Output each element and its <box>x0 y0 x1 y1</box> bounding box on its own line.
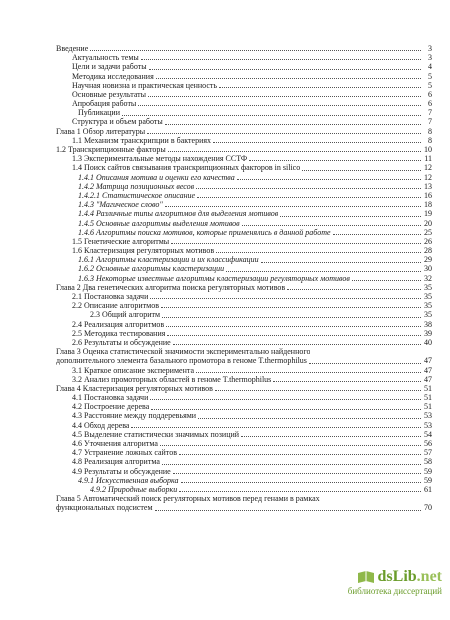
toc-entry <box>56 99 432 108</box>
dot-leader <box>226 270 421 272</box>
toc-entry-title: Глава 3 Оценка статистической значимости экспериментально найденного <box>56 347 311 357</box>
dot-leader <box>151 408 421 410</box>
toc-entry <box>56 228 432 237</box>
toc-entry <box>56 310 432 319</box>
toc-entry-page: 32 <box>424 273 432 283</box>
toc-entry-title: 1.4.4 Различные типы алгоритмов для выделения мотивов <box>78 209 279 219</box>
toc-entry-page: 6 <box>428 99 432 109</box>
dot-leader <box>241 435 421 437</box>
toc-entry <box>56 485 432 494</box>
toc-entry-title: 2.1 Постановка задачи <box>72 292 149 302</box>
toc-entry <box>56 292 432 301</box>
dot-leader <box>237 178 421 180</box>
dot-leader <box>273 380 421 382</box>
toc-entry-title: Глава 5 Автоматический поиск регуляторных мотивов перед генами в рамках <box>56 494 320 504</box>
watermark <box>302 568 442 598</box>
toc-entry-title: 1.2 Транскрипционные факторы <box>56 145 166 155</box>
toc-entry-title: Глава 2 Два генетических алгоритма поиска регуляторных мотивов <box>56 282 286 292</box>
toc-entry-title: 4.8 Реализация алгоритма <box>72 457 160 467</box>
toc-entry <box>56 503 432 512</box>
toc-entry-page: 38 <box>424 319 432 329</box>
toc-entry <box>56 237 432 246</box>
dot-leader <box>165 123 421 125</box>
dot-leader <box>122 114 421 116</box>
toc-entry <box>56 283 432 292</box>
toc-entry <box>56 53 432 62</box>
toc-entry <box>56 173 432 182</box>
dot-leader <box>150 398 421 400</box>
toc-entry-title: 2.2 Описание алгоритмов <box>72 301 159 311</box>
toc-entry-title: Основные результаты <box>72 89 147 99</box>
dot-leader <box>166 325 421 327</box>
toc-entry-page: 54 <box>424 429 432 439</box>
toc-entry-title: 1.3 Экспериментальные методы нахождения ССТФ <box>72 154 248 164</box>
watermark-subtitle: библиотека диссертаций <box>347 586 442 596</box>
dot-leader <box>309 362 421 364</box>
toc-entry-page: 26 <box>424 236 432 246</box>
toc-entry-title: 2.6 Результаты и обсуждение <box>72 337 171 347</box>
dot-leader <box>302 169 421 171</box>
toc-entry <box>56 145 432 154</box>
toc-entry-title: функциональных подсистем <box>56 503 153 513</box>
toc-entry <box>56 393 432 402</box>
toc-entry-page: 5 <box>428 71 432 81</box>
dot-leader <box>131 426 421 428</box>
dot-leader <box>352 279 421 281</box>
toc-entry-title: Публикации <box>78 108 120 118</box>
toc-entry-page: 51 <box>424 393 432 403</box>
dot-leader <box>216 251 421 253</box>
toc-entry <box>56 219 432 228</box>
toc-entry <box>56 448 432 457</box>
toc-entry-page: 35 <box>424 282 432 292</box>
toc-entry <box>56 375 432 384</box>
toc-entry-page: 8 <box>428 135 432 145</box>
toc-entry-title: Научная новизна и практическая ценность <box>72 80 218 90</box>
toc-entry <box>56 108 432 117</box>
dot-leader <box>287 288 421 290</box>
dot-leader <box>147 132 421 134</box>
toc-entry <box>56 182 432 191</box>
watermark-logo: dsLib.net <box>377 568 442 585</box>
toc-entry-title: 4.4 Обход дерева <box>72 420 130 430</box>
toc-entry <box>56 347 432 356</box>
toc-entry <box>56 154 432 163</box>
toc-entry <box>56 127 432 136</box>
dot-leader <box>138 104 421 106</box>
toc-entry-page: 40 <box>424 337 432 347</box>
toc-entry <box>56 384 432 393</box>
toc-entry-title: 1.4.5 Основные алгоритмы выделения мотивов <box>78 218 240 228</box>
toc-entry-page: 11 <box>424 154 432 164</box>
dot-leader <box>197 196 421 198</box>
toc-entry-page: 35 <box>424 292 432 302</box>
toc-entry <box>56 329 432 338</box>
toc-entry <box>56 402 432 411</box>
toc-entry <box>56 191 432 200</box>
toc-entry <box>56 255 432 264</box>
toc-entry <box>56 320 432 329</box>
toc-entry-title: 4.1 Постановка задачи <box>72 393 149 403</box>
toc-entry <box>56 44 432 53</box>
dot-leader <box>156 77 421 79</box>
toc-entry-title: 2.4 Реализация алгоритмов <box>72 319 165 329</box>
toc-entry-page: 47 <box>424 356 432 366</box>
dot-leader <box>155 509 421 511</box>
toc-entry-page: 51 <box>424 383 432 393</box>
toc-entry-title: 4.6 Уточнения алгоритма <box>72 439 158 449</box>
toc-entry <box>56 467 432 476</box>
toc-entry-page: 4 <box>428 62 432 72</box>
toc-entry-title: Цели и задачи работы <box>72 62 147 72</box>
toc-entry-title: 1.1 Механизм транскрипции в бактериях <box>72 135 212 145</box>
toc-entry-page: 13 <box>424 181 432 191</box>
toc-entry-title: Апробация работы <box>72 99 137 109</box>
toc-entry <box>56 200 432 209</box>
toc-entry <box>56 265 432 274</box>
dot-leader <box>168 150 421 152</box>
toc-entry-title: Актуальность темы <box>72 53 139 63</box>
toc-entry-page: 51 <box>424 402 432 412</box>
toc-entry-title: 1.4.3 "Магическое слово" <box>78 200 163 210</box>
dot-leader <box>149 68 421 70</box>
toc-entry-page: 47 <box>424 365 432 375</box>
toc-entry-page: 3 <box>428 43 432 53</box>
dot-leader <box>162 463 421 465</box>
toc-entry-page: 25 <box>424 227 432 237</box>
dot-leader <box>160 444 421 446</box>
dot-leader <box>162 316 421 318</box>
toc-entry-page: 53 <box>424 411 432 421</box>
toc-entry-title: 4.9.1 Искусственная выборка <box>78 475 179 485</box>
dot-leader <box>196 371 421 373</box>
dot-leader <box>150 297 421 299</box>
toc-entry-page: 12 <box>424 163 432 173</box>
toc-entry-page: 19 <box>424 209 432 219</box>
toc-entry <box>56 209 432 218</box>
dot-leader <box>215 389 421 391</box>
toc-entry-page: 10 <box>424 145 432 155</box>
toc-entry-page: 28 <box>424 246 432 256</box>
toc-entry-title: 4.7 Устранение ложных сайтов <box>72 448 177 458</box>
toc-entry-page: 20 <box>424 218 432 228</box>
toc-entry <box>56 90 432 99</box>
toc-entry <box>56 163 432 172</box>
toc-entry-page: 18 <box>424 200 432 210</box>
toc-entry-page: 8 <box>428 126 432 136</box>
dot-leader <box>165 205 421 207</box>
toc-entry-title: 2.3 Общий алгоритм <box>90 310 161 320</box>
dot-leader <box>196 187 421 189</box>
toc-entry <box>56 439 432 448</box>
toc-entry-page: 61 <box>424 484 432 494</box>
toc-entry <box>56 412 432 421</box>
toc-entry-title: Методика исследования <box>72 71 154 81</box>
toc-entry-page: 7 <box>428 108 432 118</box>
dot-leader <box>333 233 421 235</box>
toc-entry-title: Структура и объем работы <box>72 117 163 127</box>
dot-leader <box>181 481 421 483</box>
dot-leader <box>213 141 421 143</box>
toc-entry-title: 4.5 Выделение статистически значимых позиций <box>72 429 240 439</box>
dot-leader <box>90 49 421 51</box>
toc-entry-title: 3.2 Анализ промоторных областей в геноме T.thermophilus <box>72 374 272 384</box>
toc-entry-title: 4.9 Результаты и обсуждение <box>72 466 171 476</box>
dot-leader <box>179 453 421 455</box>
dot-leader <box>173 472 421 474</box>
toc-entry <box>56 136 432 145</box>
toc-entry-title: 1.4.2.1 Статистическое описание <box>78 190 196 200</box>
toc-entry-page: 12 <box>424 172 432 182</box>
toc-entry-page: 16 <box>424 190 432 200</box>
dot-leader <box>179 490 421 492</box>
toc-entry-title: Глава 1 Обзор литературы <box>56 126 146 136</box>
toc-entry-title: 4.2 Построение дерева <box>72 402 150 412</box>
toc-entry <box>56 72 432 81</box>
toc-entry-title: 3.1 Краткое описание эксперимента <box>72 365 195 375</box>
dot-leader <box>141 58 421 60</box>
toc-entry-title: 4.9.2 Природные выборки <box>90 484 178 494</box>
toc-entry-title: 1.6.2 Основные алгоритмы кластеризации <box>78 264 225 274</box>
toc-entry-title: 1.6.3 Некоторые известные алгоритмы кластеризации регуляторных мотивов <box>78 273 350 283</box>
toc-entry-page: 35 <box>424 301 432 311</box>
toc-entry-title: 1.4.2 Матрица позиционных весов <box>78 181 195 191</box>
toc-entry <box>56 356 432 365</box>
toc-entry-page: 57 <box>424 448 432 458</box>
dot-leader <box>161 306 421 308</box>
toc-entry-page: 47 <box>424 374 432 384</box>
toc-entry <box>56 457 432 466</box>
dot-leader <box>167 334 421 336</box>
book-icon <box>357 570 375 584</box>
dot-leader <box>280 215 421 217</box>
toc-entry-title: 1.4.1 Описания мотива и оценки его качества <box>78 172 235 182</box>
toc-entry-title: 2.5 Методика тестирования <box>72 328 166 338</box>
toc-entry-title: 1.6.1 Алгоритмы кластеризации и их классификации <box>78 255 259 265</box>
dot-leader <box>148 95 421 97</box>
toc-entry-title: дополнительного элемента базального промотора в геноме T.thermophilus <box>56 356 307 366</box>
dot-leader <box>261 261 421 263</box>
toc-entry <box>56 338 432 347</box>
dot-leader <box>249 159 421 161</box>
toc-entry-title: 1.4 Поиск сайтов связывания транскрипционных факторов in silico <box>72 163 301 173</box>
toc-entry-page: 5 <box>428 80 432 90</box>
toc-entry-page: 7 <box>428 117 432 127</box>
toc-entry-title: Глава 4 Кластеризация регуляторных мотивов <box>56 383 213 393</box>
toc-entry-title: Введение <box>56 43 89 53</box>
table-of-contents <box>56 44 432 513</box>
toc-entry-title: 4.3 Расстояние между поддеревьями <box>72 411 197 421</box>
dot-leader <box>171 242 421 244</box>
dot-leader <box>219 86 421 88</box>
dot-leader <box>198 417 421 419</box>
toc-entry-title: 1.6 Кластеризация регуляторных мотивов <box>72 246 215 256</box>
toc-entry <box>56 274 432 283</box>
toc-entry <box>56 430 432 439</box>
toc-entry-page: 35 <box>424 310 432 320</box>
toc-entry <box>56 118 432 127</box>
toc-entry-page: 70 <box>424 503 432 513</box>
toc-entry-page: 39 <box>424 328 432 338</box>
toc-entry-page: 6 <box>428 89 432 99</box>
toc-entry <box>56 366 432 375</box>
toc-entry <box>56 476 432 485</box>
toc-entry-page: 56 <box>424 439 432 449</box>
toc-entry-title: 1.4.6 Алгоритмы поиска мотивов, которые применялись в данной работе <box>78 227 331 237</box>
toc-entry-page: 30 <box>424 264 432 274</box>
toc-entry-page: 59 <box>424 475 432 485</box>
dot-leader <box>242 224 421 226</box>
toc-entry <box>56 62 432 71</box>
toc-entry <box>56 494 432 503</box>
toc-entry-title: 1.5 Генетические алгоритмы <box>72 236 170 246</box>
toc-entry-page: 53 <box>424 420 432 430</box>
toc-entry <box>56 301 432 310</box>
dot-leader <box>173 343 421 345</box>
toc-entry <box>56 246 432 255</box>
toc-entry-page: 59 <box>424 466 432 476</box>
toc-entry-page: 3 <box>428 53 432 63</box>
toc-entry-page: 58 <box>424 457 432 467</box>
toc-entry-page: 29 <box>424 255 432 265</box>
toc-entry <box>56 81 432 90</box>
toc-entry <box>56 421 432 430</box>
